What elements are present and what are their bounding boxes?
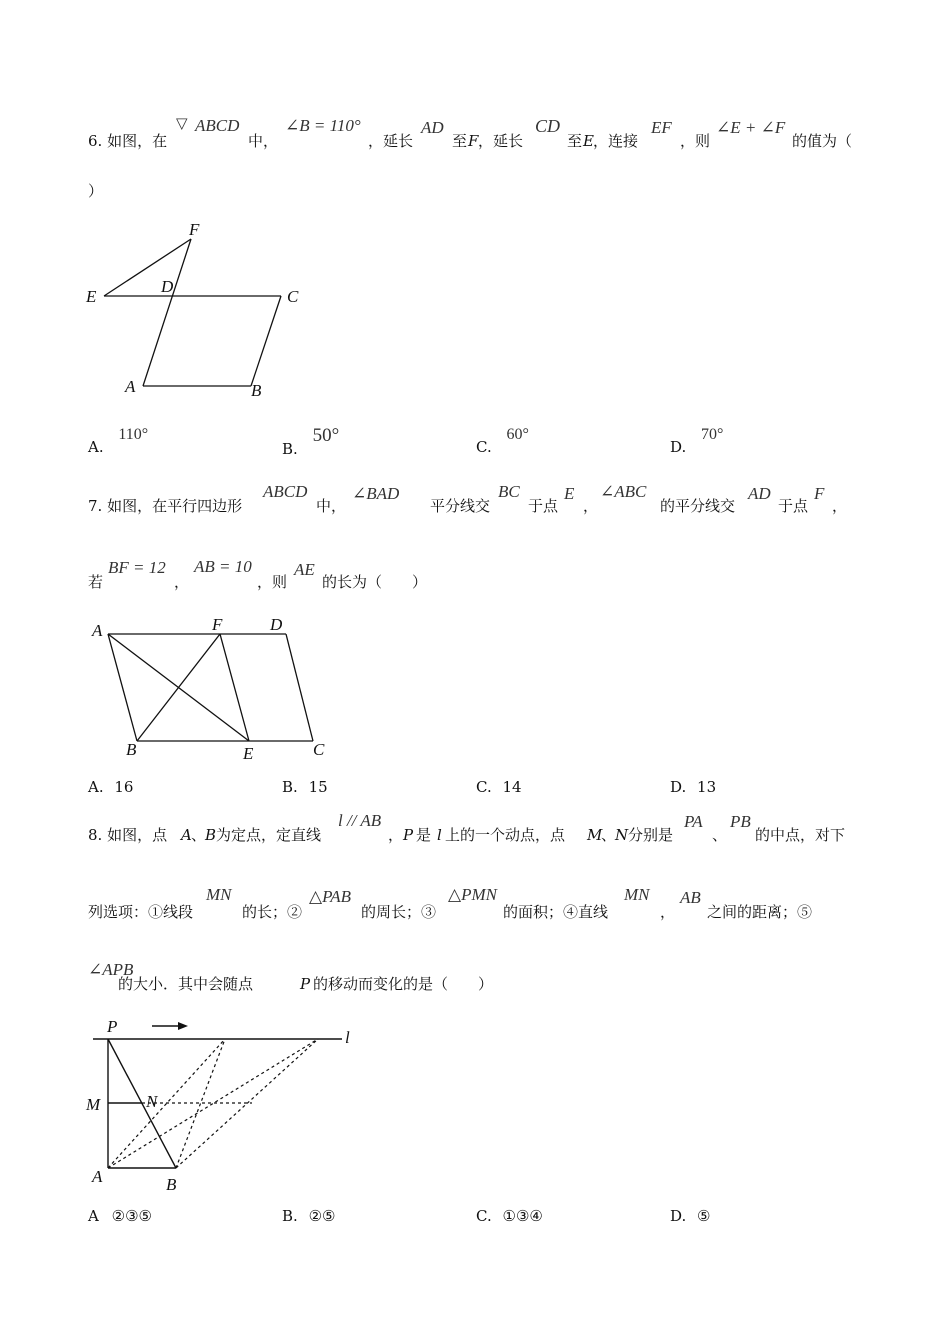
q8-text: 、 [191,826,207,844]
q6-option-a[interactable] [88,426,149,457]
q8-label-l: l [345,1028,350,1047]
q8-label-m: M [86,1095,101,1114]
option-value: 60° [506,426,529,443]
q7-text-intro: 7. 如图，在平行四边形 [88,497,243,515]
q8-math-l-parallel-ab: l // AB [338,811,382,830]
q8-math-pb: PB [730,812,751,831]
q8-var-l: l [437,826,442,844]
option-value: ⑤ [697,1207,711,1225]
q6-math-ad: AD [421,118,444,137]
q8-text: 为定点，定直线 [216,826,322,844]
q8-text: 列选项：①线段 [88,903,194,921]
q6-line-af [143,239,191,386]
q8-option-c[interactable] [476,1207,543,1225]
option-letter: C. [476,438,492,456]
option-letter: D. [670,778,687,796]
option-letter: B. [282,778,298,796]
q7-math-angle-bad: ∠BAD [352,484,400,503]
q8-label-p: P [107,1017,118,1036]
q7-label-a: A [92,621,103,640]
q7-text: ， [583,497,599,515]
q8-text: 、 [601,826,617,844]
q8-var-n: N [615,826,629,844]
q6-label-e: E [86,287,97,306]
q8-text: 的周长；③ [361,903,437,921]
q7-label-c: C [313,740,325,759]
q8-option-d[interactable] [670,1207,711,1225]
q7-label-b: B [126,740,137,759]
q8-var-a: A [181,826,192,844]
q8-text: 的面积；④直线 [503,903,609,921]
q6-math-ef: EF [651,118,672,137]
q8-text: 的长；② [242,903,303,921]
q8-var-p: P [300,975,311,993]
q8-arrow [152,1022,188,1030]
option-letter: A. [88,778,104,796]
q6-text: 的值为（ [792,132,853,150]
q7-label-f: F [212,615,223,634]
q8-text: 、 [712,826,728,844]
q6-text: 中， [248,132,279,150]
q8-option-b[interactable] [282,1207,335,1225]
q6-text: 至 [567,132,583,150]
q8-figure [80,1010,370,1195]
q7-line-bf [137,634,220,741]
q6-label-d: D [161,277,174,296]
q6-var-f: F [468,132,479,150]
q7-text: 若 [88,573,104,591]
q7-line-fe [220,634,249,741]
q6-text: 至 [452,132,468,150]
option-value: 16 [114,778,134,796]
q6-line-ef [104,239,191,296]
option-value: ①③④ [502,1207,543,1225]
q6-option-b[interactable] [282,425,340,460]
q6-label-b: B [251,381,262,400]
q7-option-b[interactable] [282,778,328,796]
q8-math-triangle-pmn: △PMN [448,885,497,904]
q6-text: ，连接 [593,132,639,150]
q7-text: 于点 [778,497,809,515]
option-letter: A. [88,438,104,456]
q7-line-ba [108,634,137,741]
q8-text-intro: 8. 如图，点 [88,826,168,844]
q6-line-cb [251,296,281,386]
q6-math-angle-sum: ∠E + ∠F [716,118,786,137]
option-letter: C. [476,1207,492,1225]
q8-math-mn-line: MN [624,885,650,904]
q7-text: 的长为（ ） [322,573,428,591]
q6-text: ，则 [680,132,711,150]
q6-text-intro: 6. 如图，在 [88,132,168,150]
q7-math-angle-abc: ∠ABC [600,482,647,501]
q8-text: ， [388,826,404,844]
q6-figure [80,215,320,405]
option-value: ②⑤ [308,1207,336,1225]
q8-option-a[interactable] [88,1207,152,1225]
q8-text: ， [660,903,676,921]
q7-option-d[interactable] [670,778,716,796]
q6-text: ，延长 [478,132,524,150]
q7-math-bc: BC [498,482,520,501]
q7-option-a[interactable] [88,778,133,796]
q6-label-c: C [287,287,299,306]
q8-text: 分别是 [628,826,674,844]
parallelogram-symbol: ▽ [176,116,188,132]
q8-math-mn: MN [206,885,232,904]
q7-math-abcd: ABCD [263,482,308,501]
option-letter: D. [670,438,687,456]
option-value: 13 [697,778,717,796]
q8-var-b: B [205,826,217,844]
q6-option-d[interactable] [670,426,724,457]
q8-var-m: M [587,826,603,844]
option-value: 110° [118,426,149,443]
q8-var-p: P [403,826,414,844]
q7-text: 的平分线交 [660,497,736,515]
q6-label-f: F [189,220,200,239]
q8-label-b: B [166,1175,177,1194]
q6-var-e: E [583,132,594,150]
q8-math-pa: PA [684,812,703,831]
q8-text: 上的一个动点，点 [445,826,566,844]
q7-math-ad: AD [748,484,771,503]
q7-text: 于点 [528,497,559,515]
q6-math-abcd: ABCD [195,116,240,135]
q7-math-e: E [564,484,575,503]
option-letter: B. [282,1207,298,1225]
q7-text: 中， [316,497,347,515]
q8-text: 的大小．其中会随点 [118,975,254,993]
q8-text: 的移动而变化的是（ ） [313,975,494,993]
q8-label-a: A [92,1167,103,1186]
q8-math-angle-apb: ∠APB [88,960,134,979]
option-value: 14 [502,778,522,796]
q6-math-angle-b: ∠B = 110° [285,116,361,135]
q7-line-dc [286,634,313,741]
q8-text: 是 [416,826,432,844]
q7-text: ， [174,573,190,591]
q7-math-f: F [814,484,825,503]
option-letter: C. [476,778,492,796]
option-value: 15 [308,778,328,796]
q7-text: ， [832,497,848,515]
q7-label-d: D [270,615,283,634]
q8-label-n: N [146,1092,158,1111]
q6-label-a: A [125,377,136,396]
q8-text: 之间的距离；⑤ [707,903,813,921]
q8-math-triangle-pab: △PAB [309,887,352,906]
option-letter: A [88,1207,99,1225]
q7-math-ae: AE [294,560,315,579]
q7-math-bf: BF = 12 [108,558,166,577]
q6-math-cd: CD [535,116,561,136]
option-letter: B. [282,440,298,458]
q6-text: ，延长 [368,132,414,150]
option-value: 70° [701,426,724,443]
option-value: ②③⑤ [111,1207,152,1225]
q7-label-e: E [243,744,254,763]
q7-math-ab: AB = 10 [194,557,252,576]
q7-option-c[interactable] [476,778,522,796]
option-value: 50° [312,425,340,446]
q7-text: ，则 [257,573,288,591]
q6-text-close: ） [88,182,104,200]
q8-math-ab: AB [680,888,701,907]
q7-figure [80,610,340,770]
q7-text: 平分线交 [430,497,491,515]
option-letter: D. [670,1207,687,1225]
q8-text: 的中点，对下 [755,826,846,844]
q6-option-c[interactable] [476,426,529,457]
